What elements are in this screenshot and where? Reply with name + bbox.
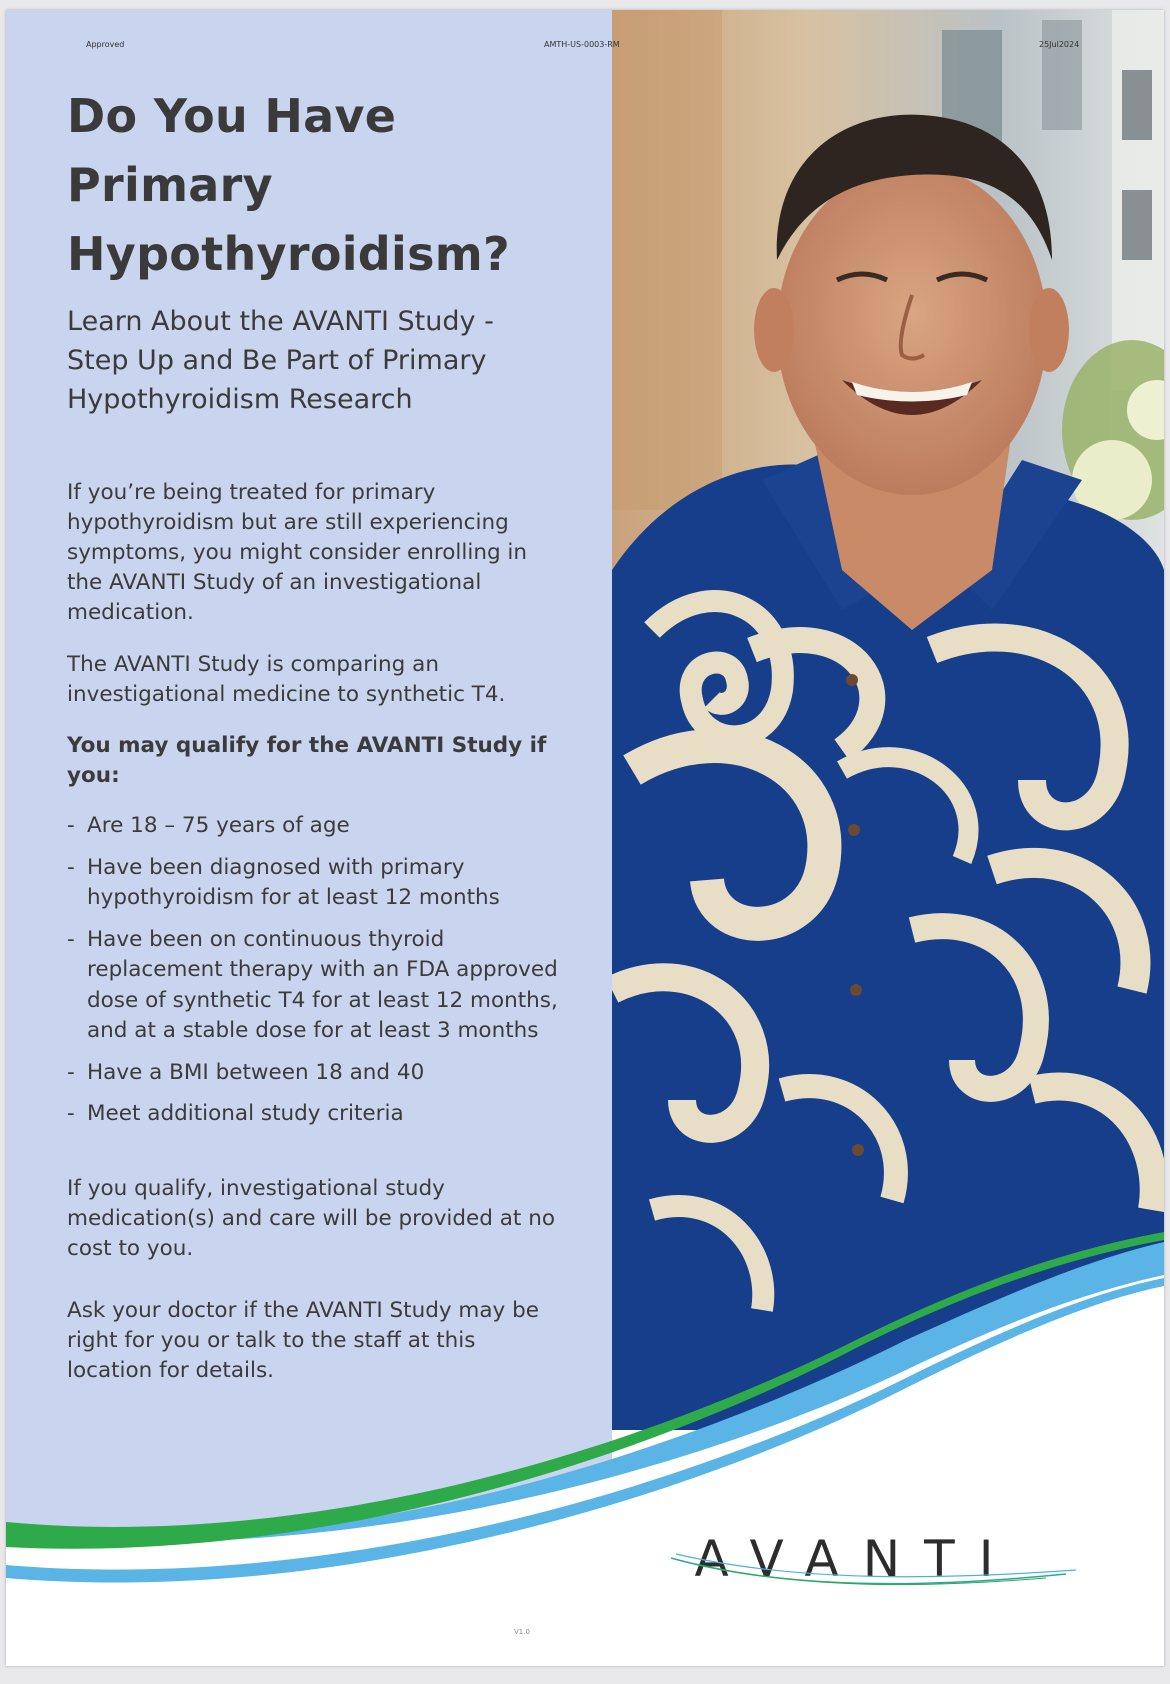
document-date: 25Jul2024 <box>1039 40 1080 49</box>
criteria-item: - Have been on continuous thyroid replacement therapy with an FDA approved dose of synthetic T4 for at least 12 months, and at a stable dose for at least 3 months <box>67 926 558 1043</box>
page-title: Do You Have Primary Hypothyroidism? <box>67 89 510 281</box>
criteria-item: - Have a BMI between 18 and 40 <box>67 1059 425 1085</box>
contact-paragraph: Ask your doctor if the AVANTI Study may be right for you or talk to the staff at this location for details. <box>67 1298 539 1383</box>
approval-status: Approved <box>86 40 125 49</box>
criteria-item: - Have been diagnosed with primary hypothyroidism for at least 12 months <box>67 854 500 910</box>
page-subtitle: Learn About the AVANTI Study - Step Up and Be Part of Primary Hypothyroidism Research <box>67 306 494 415</box>
criteria-list <box>67 811 572 1141</box>
qualify-heading: You may qualify for the AVANTI Study if you: <box>67 733 547 788</box>
comparison-paragraph: The AVANTI Study is comparing an investigational medicine to synthetic T4. <box>67 652 506 707</box>
logo-swoosh-icon <box>666 1530 1086 1600</box>
criteria-item: - Meet additional study criteria <box>67 1101 404 1126</box>
flyer-page <box>6 10 1164 1666</box>
criteria-item: - Are 18 – 75 years of age <box>67 813 350 838</box>
avanti-logo <box>666 1530 1086 1600</box>
intro-paragraph: If you’re being treated for primary hypothyroidism but are still experiencing symptoms, you might consider enrolling in the AVANTI Study of an investigational medication. <box>67 480 528 625</box>
cost-paragraph: If you qualify, investigational study medication(s) and care will be provided at no cost to you. <box>67 1176 555 1261</box>
version-label: V1.0 <box>514 1628 530 1636</box>
document-id: AMTH-US-0003-RM <box>544 40 620 49</box>
logo-wordmark: AVANTI <box>694 1530 1018 1588</box>
